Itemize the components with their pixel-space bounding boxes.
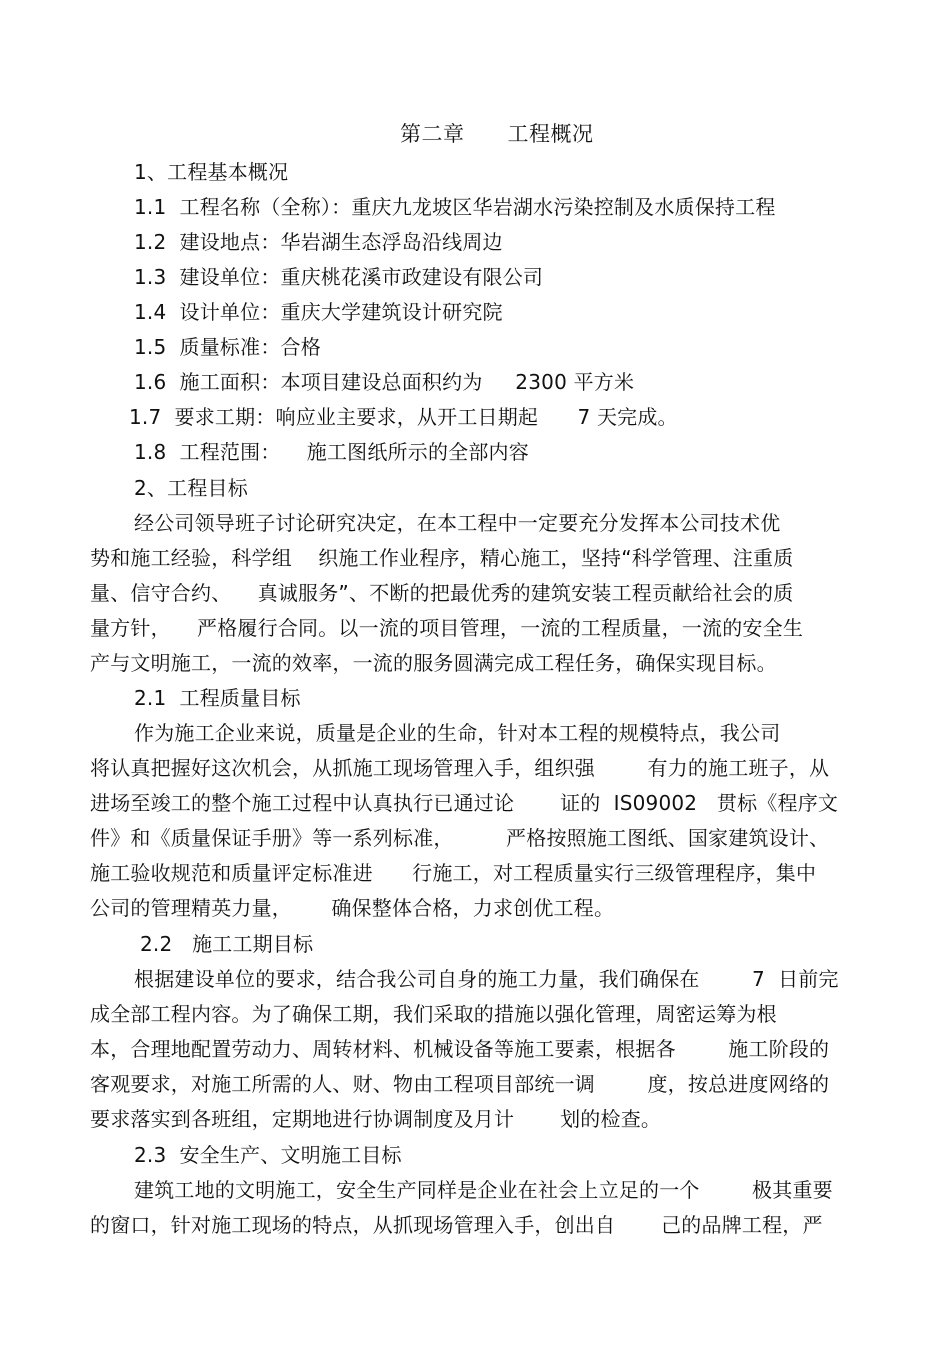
paragraph-line: 作为施工企业来说，质量是企业的生命，针对本工程的规模特点，我公司 xyxy=(134,721,781,745)
paragraph-line: 根据建设单位的要求，结合我公司自身的施工力量，我们确保在 7 日前完 xyxy=(134,967,839,991)
paragraph-line: 施工验收规范和质量评定标准进 行施工，对工程质量实行三级管理程序，集中 xyxy=(90,861,817,885)
section-heading: 2、工程目标 xyxy=(134,476,248,500)
info-line: 1.8 工程范围： 施工图纸所示的全部内容 xyxy=(134,440,529,464)
subsection-heading: 2.2 施工工期目标 xyxy=(140,932,314,956)
info-line: 1.2 建设地点：华岩湖生态浮岛沿线周边 xyxy=(134,230,503,254)
info-line: 1.6 施工面积：本项目建设总面积约为 2300 平方米 xyxy=(134,370,635,394)
paragraph-line: 件》和《质量保证手册》等一系列标准， 严格按照施工图纸、国家建筑设计、 xyxy=(90,826,830,850)
paragraph-line: 公司的管理精英力量， 确保整体合格，力求创优工程。 xyxy=(90,896,615,920)
info-line: 1.1 工程名称（全称）：重庆九龙坡区华岩湖水污染控制及水质保持工程 xyxy=(134,195,776,219)
info-line: 1.7 要求工期：响应业主要求，从开工日期起 7 天完成。 xyxy=(129,405,678,429)
subsection-heading: 2.3 安全生产、文明施工目标 xyxy=(134,1143,402,1167)
paragraph-line: 势和施工经验，科学组 织施工作业程序，精心施工，坚持“科学管理、注重质 xyxy=(90,546,794,570)
paragraph-line: 产与文明施工，一流的效率，一流的服务圆满完成工程任务，确保实现目标。 xyxy=(90,651,777,675)
paragraph-line: 的窗口，针对施工现场的特点，从抓现场管理入手，创出自 己的品牌工程，严 xyxy=(90,1213,823,1237)
section-heading: 1、工程基本概况 xyxy=(134,160,289,184)
subsection-heading: 2.1 工程质量目标 xyxy=(134,686,301,710)
paragraph-line: 将认真把握好这次机会，从抓施工现场管理入手，组织强 有力的施工班子，从 xyxy=(90,756,830,780)
chapter-title: 第二章 工程概况 xyxy=(400,122,594,146)
paragraph-line: 经公司领导班子讨论研究决定，在本工程中一定要充分发挥本公司技术优 xyxy=(134,511,781,535)
info-line: 1.3 建设单位：重庆桃花溪市政建设有限公司 xyxy=(134,265,544,289)
paragraph-line: 客观要求，对施工所需的人、财、物由工程项目部统一调 度，按总进度网络的 xyxy=(90,1072,830,1096)
paragraph-line: 成全部工程内容。为了确保工期，我们采取的措施以强化管理，周密运筹为根 xyxy=(90,1002,777,1026)
paragraph-line: 量、信守合约、 真诚服务”、不断的把最优秀的建筑安装工程贡献给社会的质 xyxy=(90,581,794,605)
paragraph-line: 进场至竣工的整个施工过程中认真执行已通过论 证的 IS09002 贯标《程序文 xyxy=(90,791,839,815)
paragraph-line: 本，合理地配置劳动力、周转材料、机械设备等施工要素，根据各 施工阶段的 xyxy=(90,1037,830,1061)
paragraph-line: 量方针， 严格履行合同。以一流的项目管理，一流的工程质量，一流的安全生 xyxy=(90,616,804,640)
paragraph-line: 要求落实到各班组，定期地进行协调制度及月计 划的检查。 xyxy=(90,1107,662,1131)
info-line: 1.4 设计单位：重庆大学建筑设计研究院 xyxy=(134,300,503,324)
info-line: 1.5 质量标准：合格 xyxy=(134,335,321,359)
paragraph-line: 建筑工地的文明施工，安全生产同样是企业在社会上立足的一个 极其重要 xyxy=(134,1178,833,1202)
